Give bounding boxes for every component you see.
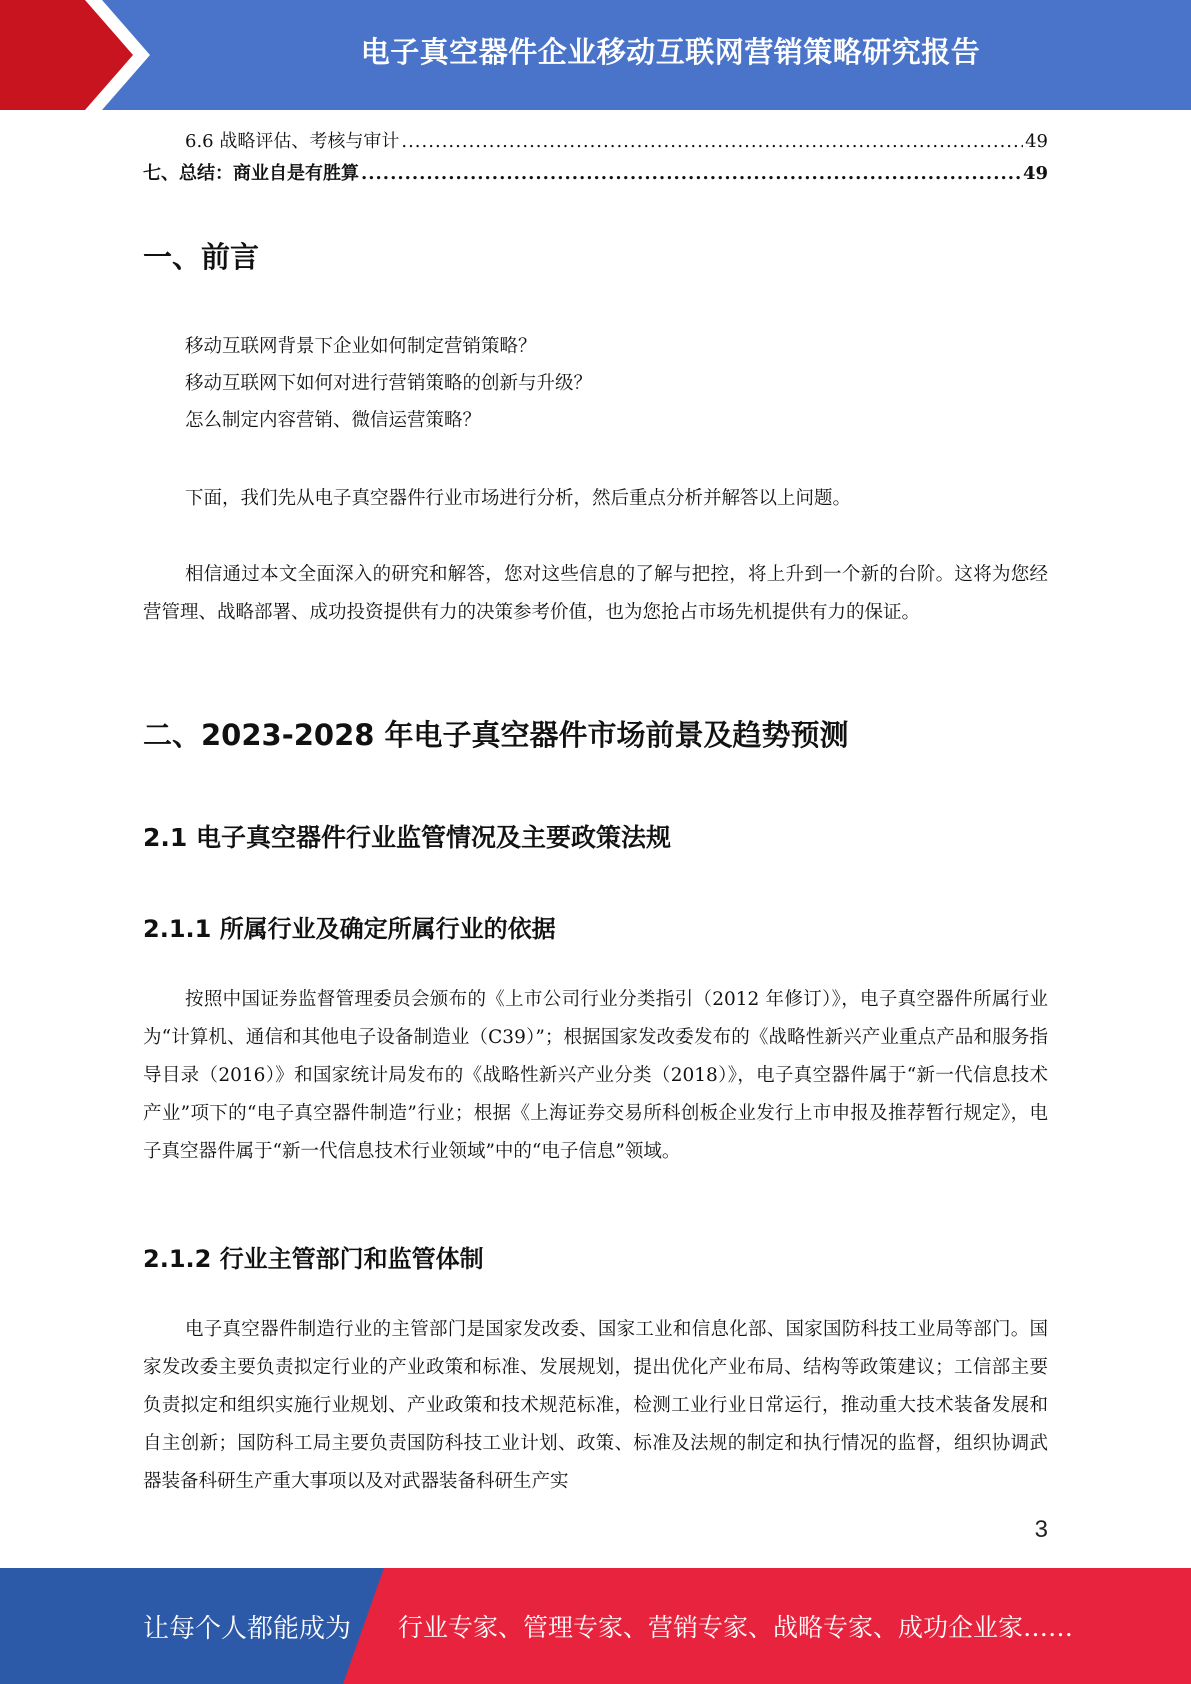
toc-entry[interactable]	[143, 130, 1048, 154]
question-list	[185, 328, 592, 439]
intro-paragraph: 相信通过本文全面深入的研究和解答，您对这些信息的了解与把控，将上升到一个新的台阶。这将为您经营管理、战略部署、成功投资提供有力的决策参考价值，也为您抢占市场先机提供有力的保证。	[143, 564, 1048, 623]
question-item: 移动互联网背景下企业如何制定营销策略？	[185, 336, 537, 357]
red-chevron-decoration	[0, 0, 160, 110]
subsubsection-heading: 2.1.1 所属行业及确定所属行业的依据	[143, 915, 556, 943]
toc-leader-dots	[401, 130, 1023, 154]
footer-slogan-left: 让每个人都能成为	[143, 1613, 352, 1644]
page-number: 3	[1034, 1516, 1048, 1543]
report-title: 电子真空器件企业移动互联网营销策略研究报告	[360, 34, 981, 69]
body-paragraph: 按照中国证券监督管理委员会颁布的《上市公司行业分类指引（2012 年修订）》，电子真空器件所属行业为“计算机、通信和其他电子设备制造业（C39）”；根据国家发改委发布的《战略性新兴产业重点产品和服务指导目录（2016）》和国家统计局发布的《战略性新兴产业分类（2018）》，电子真空器件属于“新一代信息技术产业”项下的“电子真空器件制造”行业；根据《上海证券交易所科创板企业发行上市申报及推荐暂行规定》，电子真空器件属于“新一代信息技术行业领域”中的“电子信息”领域。	[143, 989, 1048, 1162]
toc-entry-label: 七、总结：商业自是有胜算	[143, 163, 359, 184]
page-header	[0, 0, 1191, 110]
page-footer	[0, 1568, 1191, 1684]
section-heading-market: 二、2023-2028 年电子真空器件市场前景及趋势预测	[143, 718, 849, 752]
section-heading-intro: 一、前言	[143, 240, 260, 274]
toc-leader-dots	[361, 162, 1021, 186]
toc-entry-page: 49	[1025, 131, 1048, 152]
body-paragraph: 电子真空器件制造行业的主管部门是国家发改委、国家工业和信息化部、国家国防科技工业局等部门。国家发改委主要负责拟定行业的产业政策和标准、发展规划，提出优化产业布局、结构等政策建议；工信部主要负责拟定和组织实施行业规划、产业政策和技术规范标准，检测工业行业日常运行，推动重大技术装备发展和自主创新；国防科工局主要负责国防科技工业计划、政策、标准及法规的制定和执行情况的监督，组织协调武器装备科研生产重大事项以及对武器装备科研生产实	[143, 1319, 1048, 1492]
intro-paragraph: 下面，我们先从电子真空器件行业市场进行分析，然后重点分析并解答以上问题。	[185, 488, 852, 509]
subsection-heading: 2.1 电子真空器件行业监管情况及主要政策法规	[143, 823, 671, 852]
question-item: 怎么制定内容营销、微信运营策略？	[185, 410, 482, 431]
toc-entry-label: 6.6 战略评估、考核与审计	[185, 131, 400, 152]
toc-entry[interactable]	[143, 162, 1048, 186]
question-item: 移动互联网下如何对进行营销策略的创新与升级？	[185, 373, 593, 394]
toc-entry-page: 49	[1022, 163, 1048, 184]
footer-slogan-right: 行业专家、管理专家、营销专家、战略专家、成功企业家……	[398, 1613, 1074, 1642]
subsubsection-heading: 2.1.2 行业主管部门和监管体制	[143, 1245, 484, 1273]
